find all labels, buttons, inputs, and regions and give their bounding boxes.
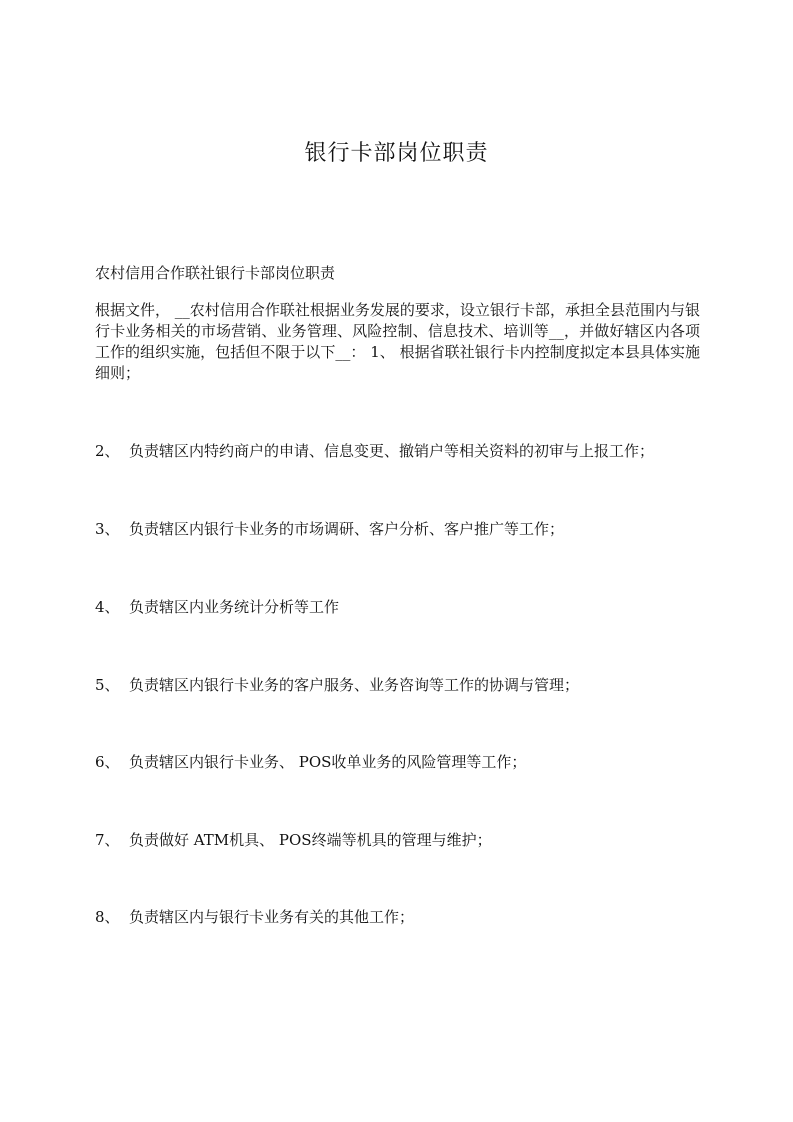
duty-item-number: 5、 [95, 676, 120, 694]
duty-item-text: 负责辖区内银行卡业务的市场调研、客户分析、客户推广等工作； [129, 520, 565, 538]
duty-item-text: 负责做好 ATM机具、 POS终端等机具的管理与维护； [129, 831, 492, 849]
duty-item [95, 829, 492, 850]
duty-item [95, 906, 414, 927]
duty-item [95, 596, 339, 617]
duty-item-text: 负责辖区内银行卡业务的客户服务、业务咨询等工作的协调与管理； [129, 676, 580, 694]
duty-item [95, 440, 654, 461]
duty-item-number: 2、 [95, 442, 120, 460]
duty-item [95, 751, 526, 772]
duty-item-text: 负责辖区内业务统计分析等工作 [129, 598, 340, 616]
duty-item-text: 负责辖区内银行卡业务、 POS收单业务的风险管理等工作； [129, 753, 527, 771]
document-title: 银行卡部岗位职责 [304, 141, 489, 166]
duty-item-number: 4、 [95, 598, 120, 616]
duty-item [95, 518, 564, 539]
document-subtitle: 农村信用合作联社银行卡部岗位职责 [95, 264, 336, 282]
intro-paragraph: 根据文件， __农村信用合作联社根据业务发展的要求，设立银行卡部，承担全县范围内与银行卡业务相关的市场营销、业务管理、风险控制、信息技术、培训等__，并做好辖区内各项工作的组织实施，包括但不限于以下__： 1、 根据省联社银行卡内控制度拟定本县具体实施细则； [95, 301, 700, 382]
duty-item-text: 负责辖区内与银行卡业务有关的其他工作； [129, 908, 415, 926]
duty-item-text: 负责辖区内特约商户的申请、信息变更、撤销户等相关资料的初审与上报工作； [129, 442, 655, 460]
duty-item-number: 7、 [95, 831, 120, 849]
duty-item-number: 8、 [95, 908, 120, 926]
duty-item-number: 3、 [95, 520, 120, 538]
duty-item [95, 674, 579, 695]
duty-item-number: 6、 [95, 753, 120, 771]
